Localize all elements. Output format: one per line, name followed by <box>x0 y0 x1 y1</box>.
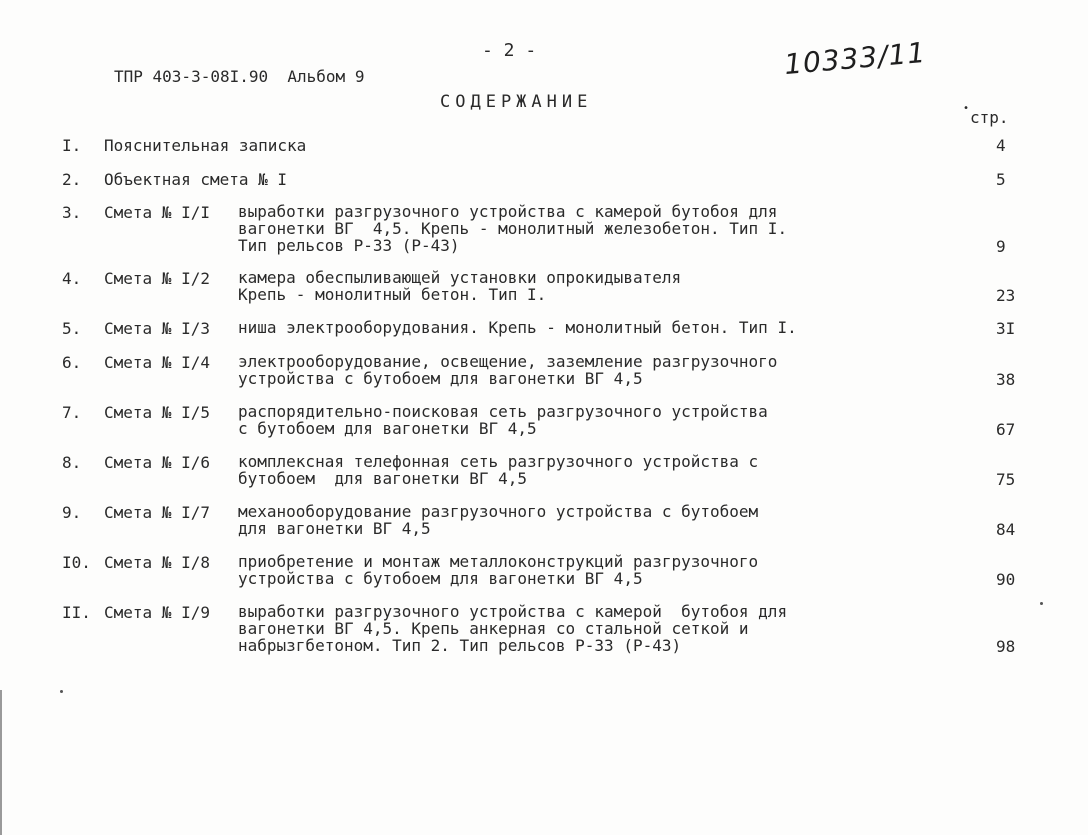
entry-label: Смета № I/7 <box>104 503 210 522</box>
entry-description-line: ниша электрооборудования. Крепь - монолитный бетон. Тип I. <box>238 318 797 337</box>
entry-description <box>238 269 681 303</box>
entry-page-number: 4 <box>996 136 1006 155</box>
scan-speck <box>1040 602 1043 605</box>
entry-description <box>238 203 787 254</box>
entry-description-line: для вагонетки ВГ 4,5 <box>238 519 431 538</box>
entry-description-line: набрызгбетоном. Тип 2. Тип рельсов Р-33 (Р-43) <box>238 636 682 655</box>
entry-number: II. <box>62 603 91 622</box>
entry-description-line: бутобоем для вагонетки ВГ 4,5 <box>238 469 527 488</box>
entry-page-number: 5 <box>996 170 1006 189</box>
entry-description <box>238 403 768 437</box>
entry-label: Смета № I/I <box>104 203 210 222</box>
entry-number: I. <box>62 136 82 155</box>
entry-label: Смета № I/9 <box>104 603 210 622</box>
entry-page-number: 3I <box>996 319 1016 338</box>
entry-number: 5. <box>62 319 82 338</box>
entry-number: I0. <box>62 553 91 572</box>
entry-page-number: 9 <box>996 237 1006 256</box>
entry-description <box>238 353 777 387</box>
entry-description-line: комплексная телефонная сеть разгрузочного устройства с <box>238 452 759 471</box>
page-column-label: • стр. <box>970 108 1009 127</box>
entry-number: 3. <box>62 203 82 222</box>
entry-description <box>238 319 797 336</box>
entry-description-line: выработки разгрузочного устройства с камерой бутобоя для <box>238 602 788 621</box>
entry-label: Объектная смета № I <box>104 170 288 189</box>
entry-description-line: Тип рельсов Р-33 (Р-43) <box>238 236 460 255</box>
entry-description <box>238 553 758 587</box>
entry-page-number: 75 <box>996 470 1016 489</box>
entry-description-line: Крепь - монолитный бетон. Тип I. <box>238 285 547 304</box>
entry-description-line: устройства с бутобоем для вагонетки ВГ 4,5 <box>238 369 643 388</box>
entry-label: Смета № I/2 <box>104 269 210 288</box>
entry-page-number: 84 <box>996 520 1016 539</box>
entry-number: 4. <box>62 269 82 288</box>
entry-page-number: 67 <box>996 420 1016 439</box>
entry-description <box>238 503 758 537</box>
entry-page-number: 98 <box>996 637 1016 656</box>
page-number: - 2 - <box>482 40 537 61</box>
entry-description-line: вагонетки ВГ 4,5. Крепь - монолитный железобетон. Тип I. <box>238 219 788 238</box>
entry-description-line: электрооборудование, освещение, заземление разгрузочного <box>238 352 778 371</box>
entry-description-line: с бутобоем для вагонетки ВГ 4,5 <box>238 419 537 438</box>
entry-description-line: вагонетки ВГ 4,5. Крепь анкерная со стальной сеткой и <box>238 619 749 638</box>
entry-number: 7. <box>62 403 82 422</box>
entry-page-number: 23 <box>996 286 1016 305</box>
entry-description-line: механооборудование разгрузочного устройства с бутобоем <box>238 502 759 521</box>
entry-page-number: 90 <box>996 570 1016 589</box>
entry-description <box>238 603 787 654</box>
entry-number: 9. <box>62 503 82 522</box>
entry-description-line: выработки разгрузочного устройства с камерой бутобоя для <box>238 202 778 221</box>
entry-label: Смета № I/6 <box>104 453 210 472</box>
entry-number: 6. <box>62 353 82 372</box>
scan-edge-line <box>0 690 2 835</box>
page-title: СОДЕРЖАНИЕ <box>440 92 593 112</box>
scan-speck <box>60 690 63 693</box>
entry-description-line: приобретение и монтаж металлоконструкций разгрузочного <box>238 552 759 571</box>
entry-label: Смета № I/4 <box>104 353 210 372</box>
entry-label: Пояснительная записка <box>104 136 307 155</box>
entry-label: Смета № I/8 <box>104 553 210 572</box>
entry-page-number: 38 <box>996 370 1016 389</box>
entry-label: Смета № I/5 <box>104 403 210 422</box>
entry-description <box>238 453 758 487</box>
entry-description-line: устройства с бутобоем для вагонетки ВГ 4,5 <box>238 569 643 588</box>
entry-number: 8. <box>62 453 82 472</box>
entry-description-line: камера обеспыливающей установки опрокидывателя <box>238 268 682 287</box>
handwritten-archive-number: 10333/11 <box>782 35 928 82</box>
entry-description-line: распорядительно-поисковая сеть разгрузочного устройства <box>238 402 768 421</box>
document-code: ТПР 403-3-08I.90 Альбом 9 <box>114 67 365 86</box>
entry-label: Смета № I/3 <box>104 319 210 338</box>
entry-number: 2. <box>62 170 82 189</box>
